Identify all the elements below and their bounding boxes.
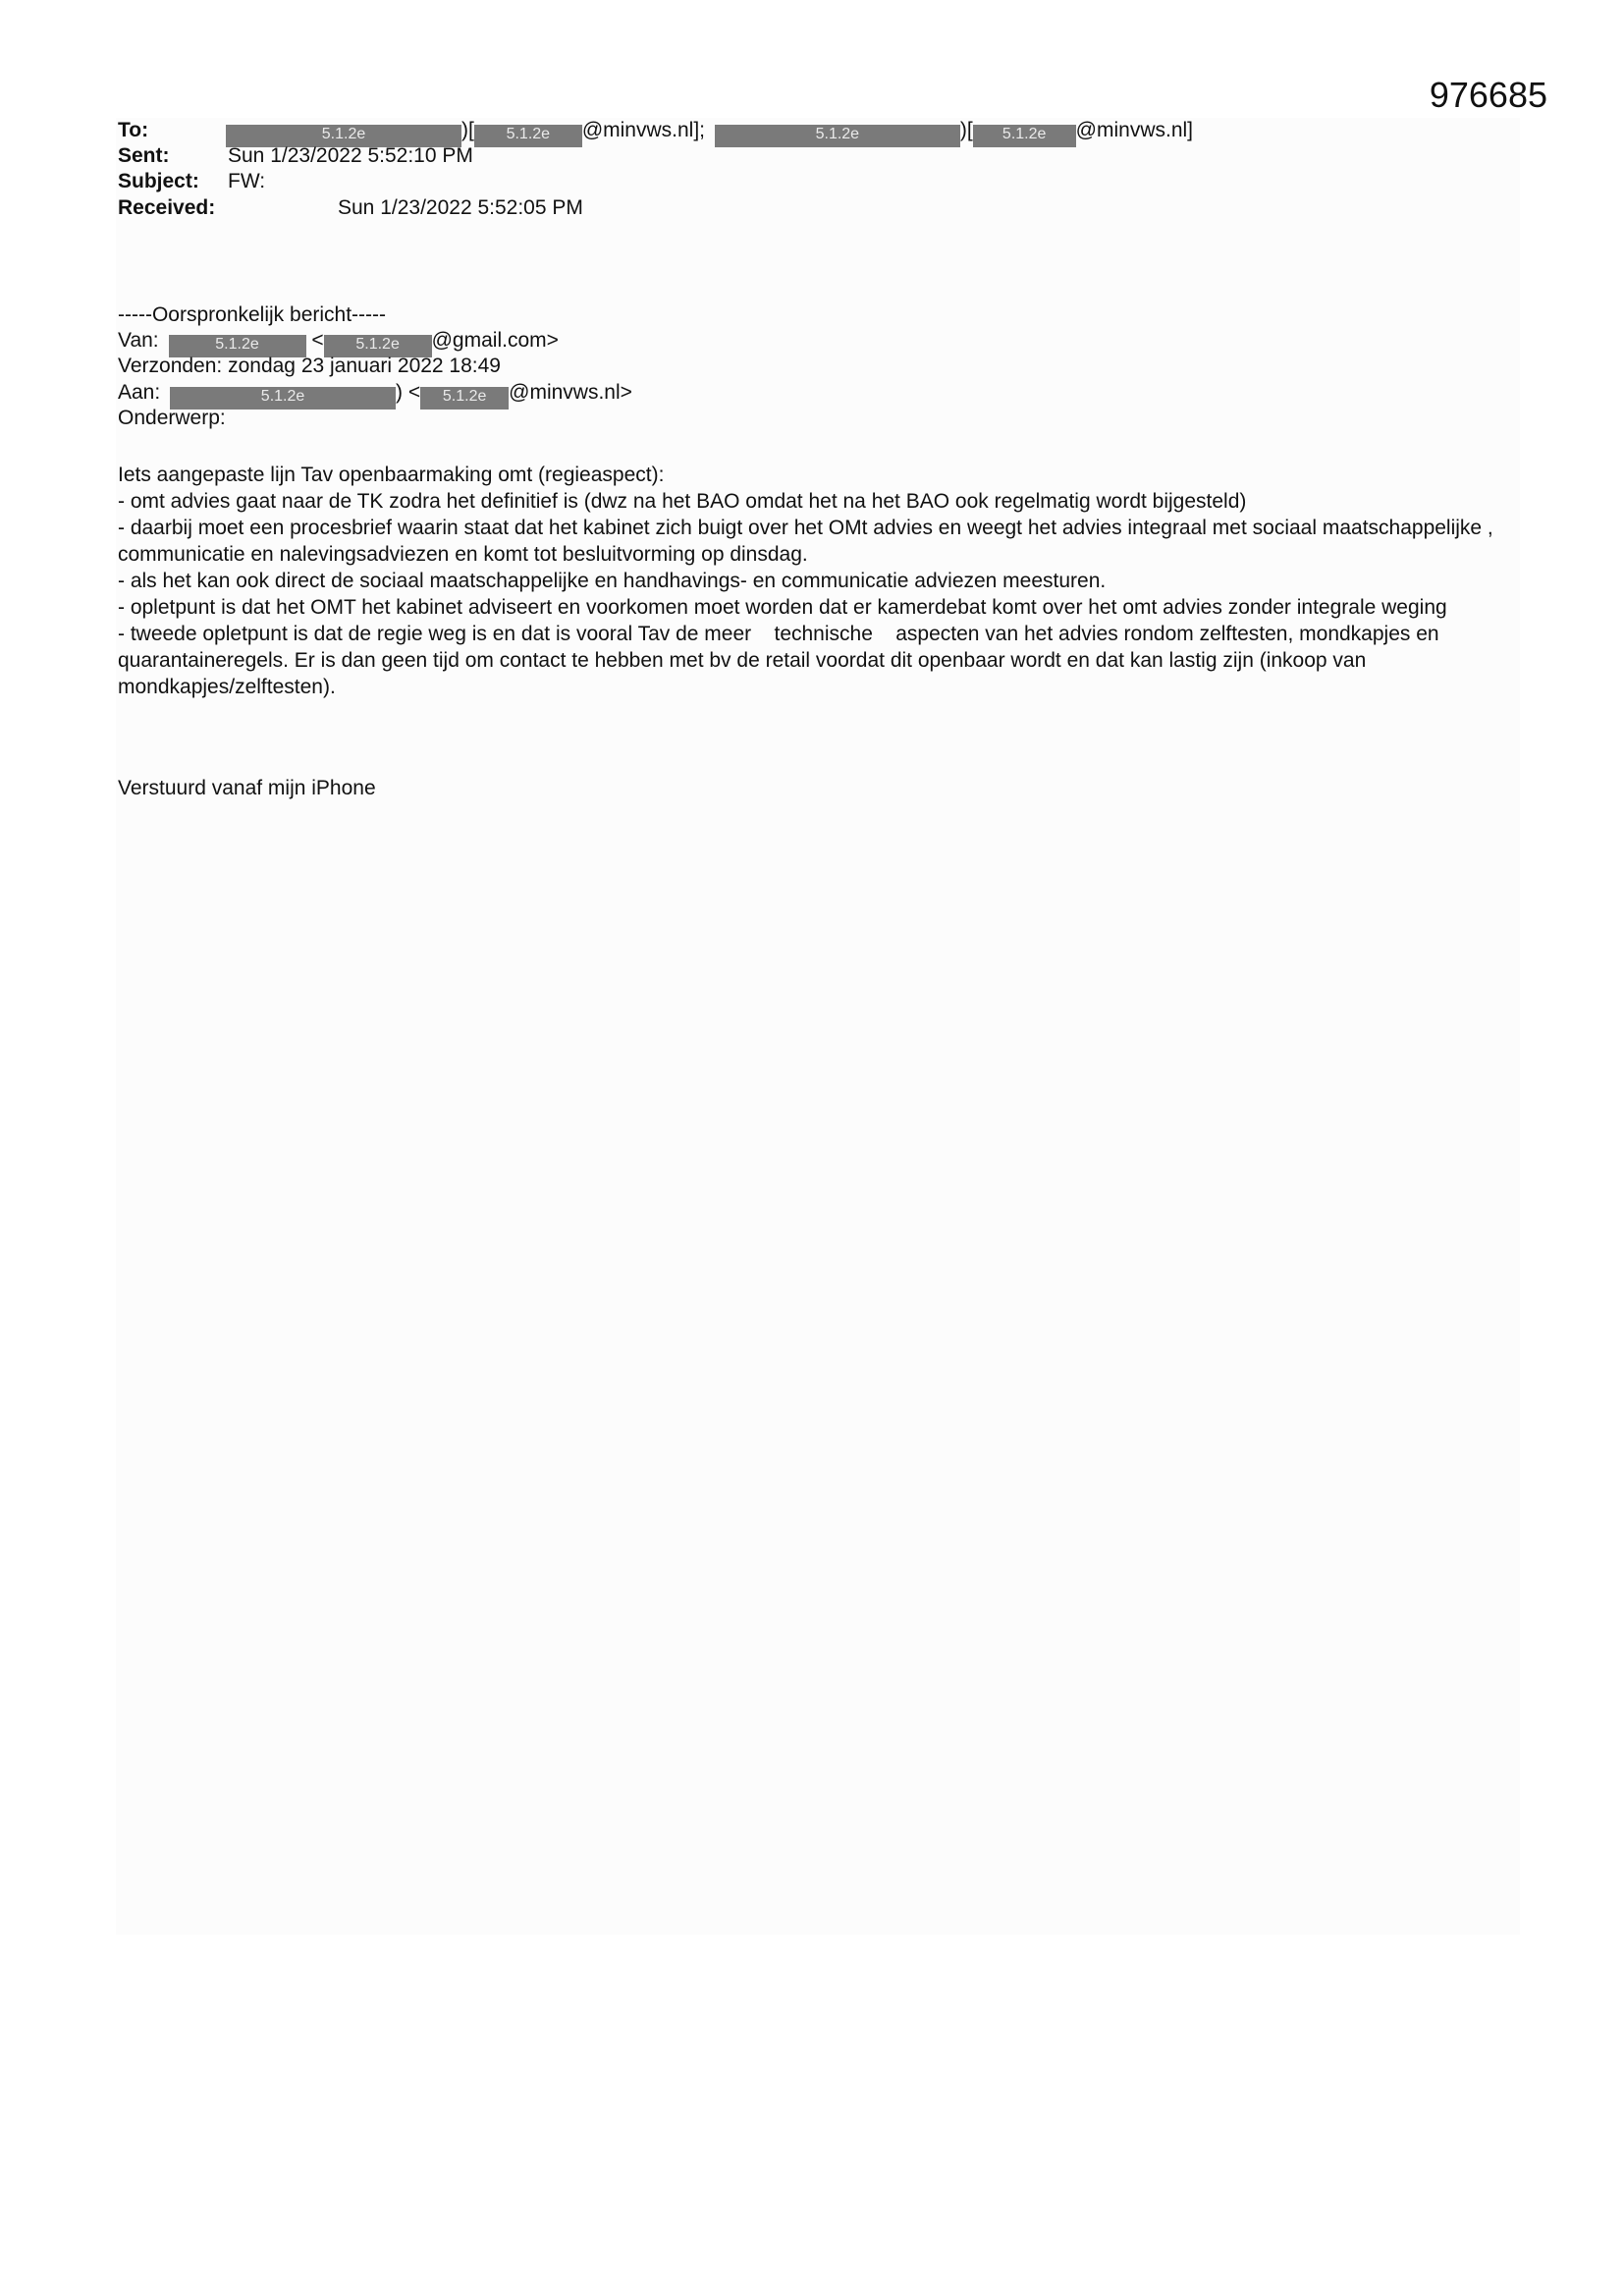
aan-row bbox=[118, 381, 632, 410]
to-separator: )[ bbox=[461, 119, 474, 141]
subject-row bbox=[118, 170, 903, 195]
van-lt: < bbox=[311, 329, 324, 352]
redaction-box: 5.1.2e bbox=[170, 387, 396, 410]
message-point: - tweede opletpunt is dat de regie weg is en dat is vooral Tav de meer technische aspecten van het advies rondom zelftesten, mondkapjes en quarantaineregels. Er is dan geen tijd om contact te hebben met bv de retail voordat dit openbaar wordt en dat kan lastig zijn (inkoop van mondkapjes/zelftesten). bbox=[118, 623, 1445, 698]
to-value bbox=[226, 119, 1193, 147]
sent-label: Sent: bbox=[118, 144, 170, 167]
signature: Verstuurd vanaf mijn iPhone bbox=[118, 777, 376, 799]
redaction-box: 5.1.2e bbox=[715, 125, 960, 147]
redaction-box: 5.1.2e bbox=[420, 387, 509, 410]
to-domain: @minvws.nl]; bbox=[581, 119, 705, 141]
aan-separator: ) < bbox=[396, 381, 421, 404]
to-label: To: bbox=[118, 119, 149, 141]
to-separator: )[ bbox=[959, 119, 973, 141]
aan-label: Aan: bbox=[118, 381, 161, 404]
redaction-box: 5.1.2e bbox=[226, 125, 461, 147]
verzonden-line: Verzonden: zondag 23 januari 2022 18:49 bbox=[118, 355, 501, 377]
van-label: Van: bbox=[118, 329, 159, 352]
redaction-box: 5.1.2e bbox=[324, 335, 432, 357]
onderwerp-line: Onderwerp: bbox=[118, 407, 226, 429]
redaction-box: 5.1.2e bbox=[973, 125, 1076, 147]
sent-row bbox=[118, 144, 903, 170]
message-point: - daarbij moet een procesbrief waarin staat dat het kabinet zich buigt over het OMt advies en weegt het advies integraal met sociaal maatschappelijke , communicatie en nalevingsadviezen en komt tot besluitvorming op dinsdag. bbox=[118, 517, 1493, 566]
received-row bbox=[118, 196, 903, 222]
message-point: - opletpunt is dat het OMT het kabinet adviseert en voorkomen moet worden dat er kamerdebat komt over het omt advies zonder integrale weging bbox=[118, 596, 1447, 619]
message-point: - omt advies gaat naar de TK zodra het definitief is (dwz na het BAO omdat het na het BAO ook regelmatig wordt bijgesteld) bbox=[118, 490, 1247, 513]
van-domain: @gmail.com> bbox=[431, 329, 559, 352]
message-point: - als het kan ook direct de sociaal maatschappelijke en handhavings- en communicatie adviezen meesturen. bbox=[118, 570, 1107, 592]
to-domain: @minvws.nl] bbox=[1075, 119, 1194, 141]
redaction-box: 5.1.2e bbox=[169, 335, 306, 357]
aan-domain: @minvws.nl> bbox=[509, 381, 632, 404]
received-value: Sun 1/23/2022 5:52:05 PM bbox=[338, 196, 583, 219]
to-row bbox=[118, 119, 1492, 144]
message-intro: Iets aangepaste lijn Tav openbaarmaking omt (regieaspect): bbox=[118, 464, 665, 486]
original-message-divider: -----Oorspronkelijk bericht----- bbox=[118, 303, 387, 326]
van-row bbox=[118, 329, 559, 357]
redaction-box: 5.1.2e bbox=[474, 125, 582, 147]
message-body bbox=[118, 462, 1522, 700]
subject-value: FW: bbox=[228, 170, 266, 192]
document-number: 976685 bbox=[1429, 75, 1547, 115]
subject-label: Subject: bbox=[118, 170, 199, 192]
received-label: Received: bbox=[118, 196, 216, 219]
sent-value: Sun 1/23/2022 5:52:10 PM bbox=[228, 144, 473, 167]
